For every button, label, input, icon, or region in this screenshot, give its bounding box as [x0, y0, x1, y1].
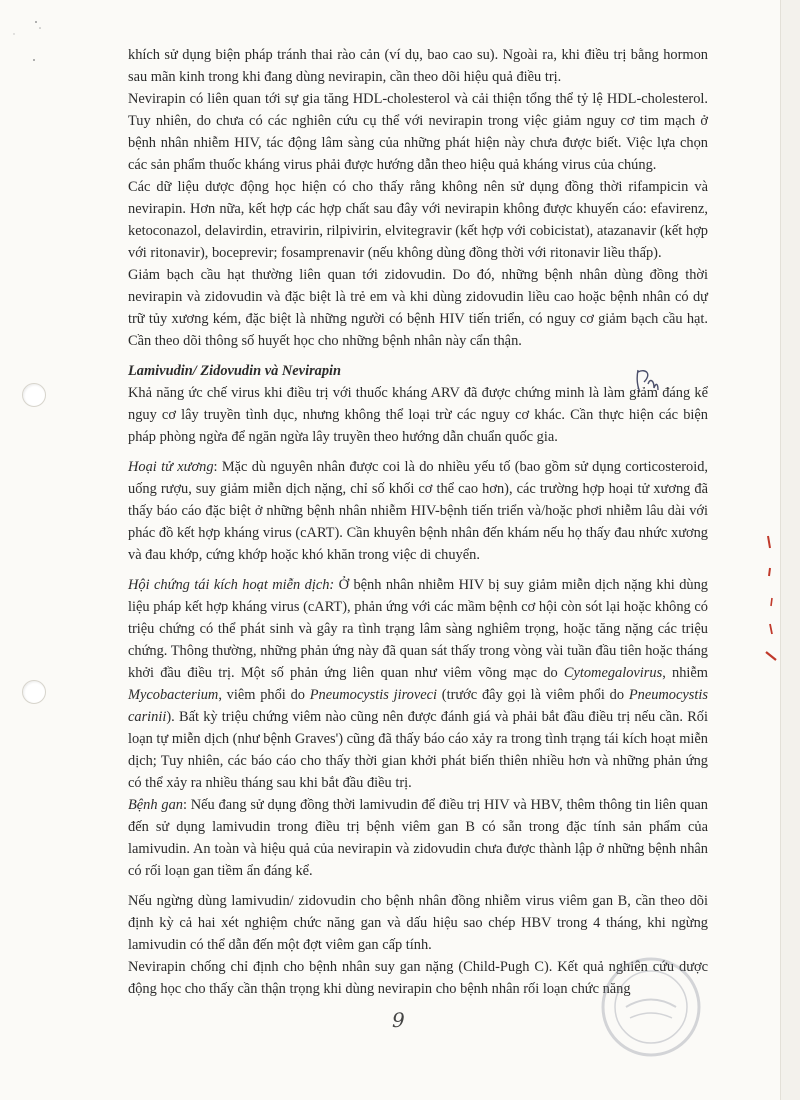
paragraph-lead-osteonecrosis: Hoại tử xương [128, 459, 214, 475]
paragraph-hepatic-contraindication: Nevirapin chống chỉ định cho bệnh nhân suy gan nặng (Child-Pugh C). Kết quả nghiên cứu dược động học cho thấy cần thận trọng khi dùng nevirapin cho bệnh nhân rối loạn chức năng [128, 959, 708, 997]
punch-hole-top [22, 383, 46, 407]
paragraph-immune-reactivation: Hội chứng tái kích hoạt miễn dịch: Ở bệnh nhân nhiễm HIV bị suy giảm miễn dịch nặng khi dùng liệu pháp kết hợp kháng virus (cART), phản ứng với các mầm bệnh cơ hội còn sót lại hoặc không có triệu chứng có thể phát sinh và gây ra tình trạng lâm sàng nghiêm trọng, hoặc tăng nặng các triệu chứng. Thông thường, những phản ứng này đã quan sát thấy trong vòng vài tuần đầu tiên hoặc tháng khởi đầu điều trị. Một số phản ứng liên quan như viêm võng mạc do Cytomegalovirus, nhiễm Mycobacterium, viêm phổi do Pneumocystis jiroveci (trước đây gọi là viêm phổi do Pneumocystis carinii). Bất kỳ triệu chứng viêm nào cũng nên được đánh giá và phải bắt đầu điều trị nếu cần. Rối loạn tự miễn dịch (như bệnh Graves') cũng đã thấy báo cáo xảy ra trong tình trạng tái kích hoạt miễn dịch; Tuy nhiên, các báo cáo cho thấy thời gian khởi phát biến thiên nhiều hơn và những phản ứng có thể xảy ra nhiều tháng sau khi bắt đầu điều trị. [128, 577, 708, 791]
page-number: 9 [392, 1008, 405, 1032]
punch-hole-bottom [22, 680, 46, 704]
paper-speck-marks [4, 4, 64, 64]
paragraph-hdl-cholesterol: Nevirapin có liên quan tới sự gia tăng HDL-cholesterol và cải thiện tổng thể tỷ lệ HDL-cholesterol. Tuy nhiên, do chưa có các nghiên cứu cụ thể với nevirapin trong việc giảm nguy cơ tim mạch ở bệnh nhân nhiễm HIV, tác động lâm sàng của những phát hiện này chưa được biết. Việc lựa chọn các sản phẩm thuốc kháng virus phải được hướng dẫn theo hiệu quả kháng virus của chúng. [128, 91, 708, 173]
paragraph-lead-liver: Bệnh gan [128, 797, 183, 813]
paragraph-liver-disease: Bệnh gan: Nếu đang sử dụng đồng thời lamivudin để điều trị HIV và HBV, thêm thông tin liên quan đến sử dụng lamivudin trong điều trị bệnh viêm gan B có sẵn trong đặc tính sản phẩm của lamivudin. An toàn và hiệu quả của nevirapin và zidovudin chưa được thành lập ở những bệnh nhân có rối loạn gan tiềm ẩn đáng kể. [128, 797, 708, 879]
paragraph-granulocytopenia: Giảm bạch cầu hạt thường liên quan tới zidovudin. Do đó, những bệnh nhân dùng đồng thời nevirapin và zidovudin và đặc biệt là trẻ em và khi dùng zidovudin liều cao hoặc bệnh nhân có dự trữ tủy xương kém, đặc biệt là những người có bệnh HIV tiến triển, có nguy cơ giảm bạch cầu hạt. Cần theo dõi thông số huyết học cho những bệnh nhân này cẩn thận. [128, 267, 708, 349]
paragraph-contraception: khích sử dụng biện pháp tránh thai rào cản (ví dụ, bao cao su). Ngoài ra, khi điều trị bằng hormon sau mãn kinh trong khi đang dùng nevirapin, cần theo dõi hiệu quả điều trị. [128, 47, 708, 85]
handwritten-initial-mark [632, 366, 662, 396]
document-body [128, 44, 708, 1000]
paragraph-transmission: Khả năng ức chế virus khi điều trị với thuốc kháng ARV đã được chứng minh là làm giảm đáng kể nguy cơ lây truyền tình dục, nhưng không thể loại trừ các nguy cơ khác. Cần thực hiện các biện pháp phòng ngừa để ngăn ngừa lây truyền theo hướng dẫn chuẩn quốc gia. [128, 385, 708, 445]
official-stamp-seal [596, 952, 706, 1062]
paragraph-lead-immune: Hội chứng tái kích hoạt miễn dịch: [128, 577, 335, 593]
paragraph-pharmacokinetics: Các dữ liệu dược động học hiện có cho thấy rằng không nên sử dụng đồng thời rifampicin và nevirapin. Hơn nữa, kết hợp các hợp chất sau đây với nevirapin không được khuyến cáo: efavirenz, ketoconazol, delavirdin, etravirin, rilpivirin, elvitegravir (kết hợp với cobicistat), atazanavir (kết hợp với ritonavir), boceprevir; fosamprenavir (nếu không dùng đồng thời với ritonavir liều thấp). [128, 179, 708, 261]
red-margin-marks [756, 528, 786, 678]
section-title: Lamivudin/ Zidovudin và Nevirapin [128, 363, 342, 379]
paragraph-osteonecrosis: Hoại tử xương: Mặc dù nguyên nhân được coi là do nhiều yếu tố (bao gồm sử dụng corticosteroid, uống rượu, suy giảm miễn dịch nặng, chỉ số khối cơ thể cao hơn), các trường hợp hoại tử xương đã thấy báo cáo đặc biệt ở những bệnh nhân nhiễm HIV-bệnh tiến triển và/hoặc phơi nhiễm lâu dài với phác đồ kết hợp kháng virus (cART). Cần khuyên bệnh nhân đến khám nếu họ thấy đau nhức xương và đau khớp, cứng khớp hoặc khó khăn trong việc di chuyển. [128, 459, 708, 563]
paragraph-hbv-monitoring: Nếu ngừng dùng lamivudin/ zidovudin cho bệnh nhân đồng nhiễm virus viêm gan B, cần theo dõi định kỳ cả hai xét nghiệm chức năng gan và dấu hiệu sao chép HBV trong 4 tháng, khi ngừng lamivudin có thể dẫn đến một đợt viêm gan cấp tính. [128, 893, 708, 953]
